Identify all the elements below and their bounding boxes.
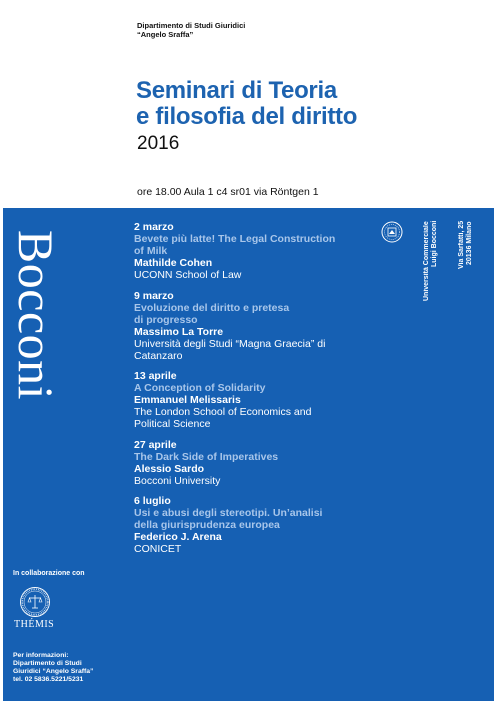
brand-wordmark: Bocconi [8, 229, 64, 401]
info-line: Giuridici “Angelo Sraffa” [13, 668, 94, 675]
session-title-line: della giurisprudenza europea [134, 519, 280, 531]
session-date: 2 marzo [134, 221, 174, 233]
session-affiliation: CONICET [134, 543, 182, 555]
session-affiliation: Università degli Studi “Magna Graecia” di [134, 337, 326, 350]
contact-info [13, 652, 93, 684]
session-affiliation: Catanzaro [134, 349, 183, 362]
session-4 [134, 439, 374, 487]
session-1 [134, 221, 374, 281]
session-title-line: A Conception of Solidarity [134, 382, 266, 394]
university-name-line-1: Università Commerciale [423, 221, 430, 301]
university-name [423, 221, 439, 301]
session-title-line: of Milk [134, 245, 168, 257]
year: 2016 [137, 133, 180, 154]
partner-name: THÉMIS [14, 619, 55, 630]
session-speaker: Mathilde Cohen [134, 257, 213, 269]
session-date: 27 aprile [134, 438, 177, 451]
session-title-line: Bevete più latte! The Legal Construction [134, 233, 336, 245]
session-affiliation: Bocconi University [134, 474, 221, 487]
session-list [134, 221, 374, 564]
themis-seal-icon [19, 586, 51, 618]
session-date: 6 luglio [134, 495, 171, 507]
session-date: 13 aprile [134, 370, 177, 382]
address-line-2: 20136 Milano [466, 221, 473, 265]
info-line: Per informazioni: [13, 652, 69, 659]
session-speaker: Federico J. Arena [134, 531, 222, 543]
bocconi-logo [8, 220, 68, 410]
session-3 [134, 370, 374, 430]
session-title-line: di progresso [134, 313, 198, 326]
university-address [458, 221, 474, 281]
university-seal-icon [381, 221, 403, 243]
program-panel [3, 208, 494, 701]
university-name-line-2: Luigi Bocconi [431, 221, 438, 268]
address-line-1: Via Sarfatti, 25 [458, 221, 465, 270]
department-line-1: Dipartimento di Studi Giuridici [137, 21, 246, 30]
venue-info: ore 18.00 Aula 1 c4 sr01 via Röntgen 1 [137, 186, 319, 198]
department-heading [137, 21, 245, 39]
session-title-line: Usi e abusi degli stereotipi. Un’analisi [134, 507, 323, 519]
session-speaker: Emmanuel Melissaris [134, 394, 241, 406]
session-title-line: Evoluzione del diritto e pretesa [134, 301, 290, 314]
collaboration-label: In collaborazione con [13, 570, 85, 577]
title-line-1: Seminari di Teoria [136, 77, 337, 104]
department-line-2: “Angelo Sraffa” [137, 30, 194, 39]
session-affiliation: Political Science [134, 418, 211, 430]
session-speaker: Massimo La Torre [134, 325, 224, 338]
session-2 [134, 290, 374, 362]
page-title [136, 78, 357, 130]
info-line: Dipartimento di Studi [13, 660, 82, 667]
session-affiliation: UCONN School of Law [134, 269, 242, 281]
session-title-line: The Dark Side of Imperatives [134, 450, 279, 463]
session-5 [134, 495, 374, 555]
session-speaker: Alessio Sardo [134, 462, 205, 475]
session-date: 9 marzo [134, 289, 174, 302]
session-affiliation: The London School of Economics and [134, 406, 312, 418]
info-line: tel. 02 5836.5221/5231 [13, 676, 84, 683]
title-line-2: e filosofia del diritto [136, 103, 358, 130]
